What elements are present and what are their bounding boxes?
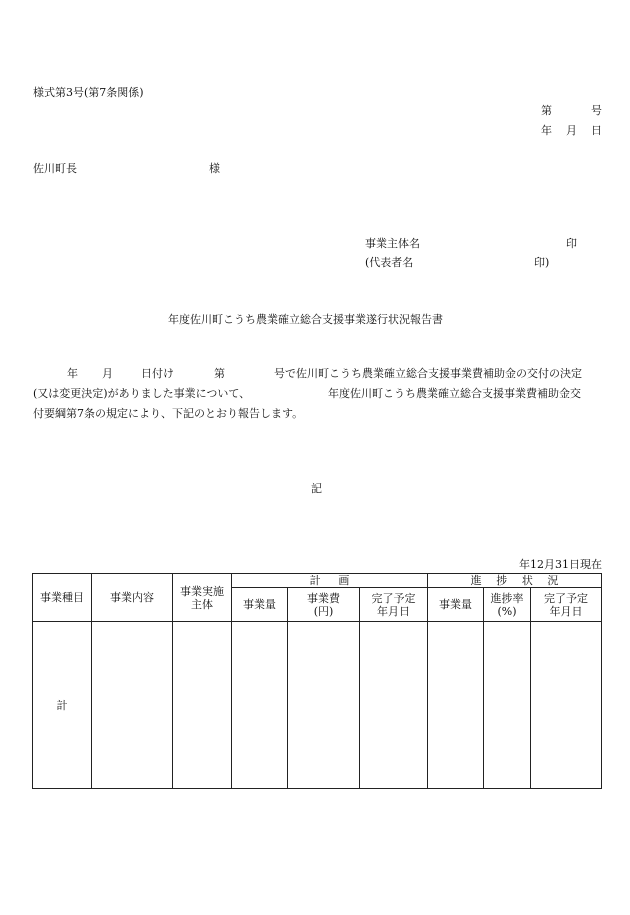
header-plan-cost-line2: (円) xyxy=(313,604,334,618)
header-progress-rate xyxy=(484,588,531,622)
header-progress-quantity: 事業量 xyxy=(428,588,484,622)
header-progress-rate-line1: 進捗率 xyxy=(490,591,524,605)
header-plan-completion-line2: 年月日 xyxy=(377,604,411,618)
date-year: 年 xyxy=(541,124,552,137)
date-day: 日 xyxy=(591,124,602,137)
status-report-table xyxy=(32,573,602,789)
cell-implementing-entity[interactable] xyxy=(173,622,232,789)
header-progress-completion xyxy=(531,588,602,622)
header-progress-rate-line2: (%) xyxy=(497,604,517,618)
cell-project-content[interactable] xyxy=(92,622,173,789)
header-progress-completion-line1: 完了予定 xyxy=(544,591,589,605)
header-plan-completion xyxy=(360,588,428,622)
header-implementing-entity xyxy=(173,574,232,622)
header-plan-cost xyxy=(288,588,360,622)
body-year: 年 xyxy=(67,367,78,380)
header-project-content: 事業内容 xyxy=(92,574,173,622)
representative-seal: 印) xyxy=(534,256,550,269)
body-line-1-rest: 号で佐川町こうち農業確立総合支援事業費補助金の交付の決定 xyxy=(274,367,582,380)
addressee-honorific: 様 xyxy=(209,162,220,175)
header-progress-completion-line2: 年月日 xyxy=(549,604,583,618)
body-line-3-text: 付要綱第7条の規定により、下記のとおり報告します。 xyxy=(33,407,304,420)
entity-label: 事業主体名 xyxy=(365,237,420,250)
header-plan-quantity: 事業量 xyxy=(232,588,288,622)
header-plan-cost-line1: 事業費 xyxy=(307,591,340,605)
header-progress-char-1: 進 xyxy=(470,574,482,588)
body-dai: 第 xyxy=(214,367,225,380)
ki-label: 記 xyxy=(311,482,322,495)
header-implementing-entity-line2: 主体 xyxy=(191,597,213,611)
body-line-2-left: (又は変更決定)がありました事業について、 xyxy=(33,387,251,400)
header-plan-group xyxy=(232,574,428,588)
cell-progress-quantity[interactable] xyxy=(428,622,484,789)
body-month: 月 xyxy=(102,367,113,380)
cell-plan-cost[interactable] xyxy=(288,622,360,789)
body-paragraph xyxy=(33,364,601,424)
date-month: 月 xyxy=(566,124,577,137)
body-date-suffix: 日付け xyxy=(141,367,174,380)
header-implementing-entity-line1: 事業実施 xyxy=(180,584,224,598)
header-progress-group xyxy=(428,574,602,588)
seal-mark: 印 xyxy=(566,237,577,250)
body-line-1 xyxy=(33,364,601,384)
total-label: 計 xyxy=(33,622,92,789)
table-body-row xyxy=(33,622,602,789)
header-plan-completion-line1: 完了予定 xyxy=(371,591,416,605)
doc-number-go: 号 xyxy=(591,104,602,117)
addressee-name: 佐川町長 xyxy=(33,162,77,175)
cell-progress-completion[interactable] xyxy=(531,622,602,789)
cell-plan-completion[interactable] xyxy=(360,622,428,789)
header-progress-char-2: 捗 xyxy=(496,574,508,588)
cell-plan-quantity[interactable] xyxy=(232,622,288,789)
header-row-1 xyxy=(33,574,602,588)
header-project-type: 事業種目 xyxy=(33,574,92,622)
body-line-3 xyxy=(33,404,601,424)
form-number: 様式第3号(第7条関係) xyxy=(33,86,144,99)
body-line-2 xyxy=(33,384,601,404)
representative-label: (代表者名 xyxy=(365,256,414,269)
header-plan-char-2: 画 xyxy=(338,574,350,588)
doc-number-dai: 第 xyxy=(541,104,552,117)
as-of-date: 年12月31日現在 xyxy=(519,558,602,571)
header-plan-char-1: 計 xyxy=(309,574,321,588)
header-progress-char-4: 況 xyxy=(547,574,559,588)
document-title: 年度佐川町こうち農業確立総合支援事業遂行状況報告書 xyxy=(168,313,443,326)
header-progress-char-3: 状 xyxy=(521,574,533,588)
body-line-2-right: 年度佐川町こうち農業確立総合支援事業費補助金交 xyxy=(328,387,581,400)
cell-progress-rate[interactable] xyxy=(484,622,531,789)
